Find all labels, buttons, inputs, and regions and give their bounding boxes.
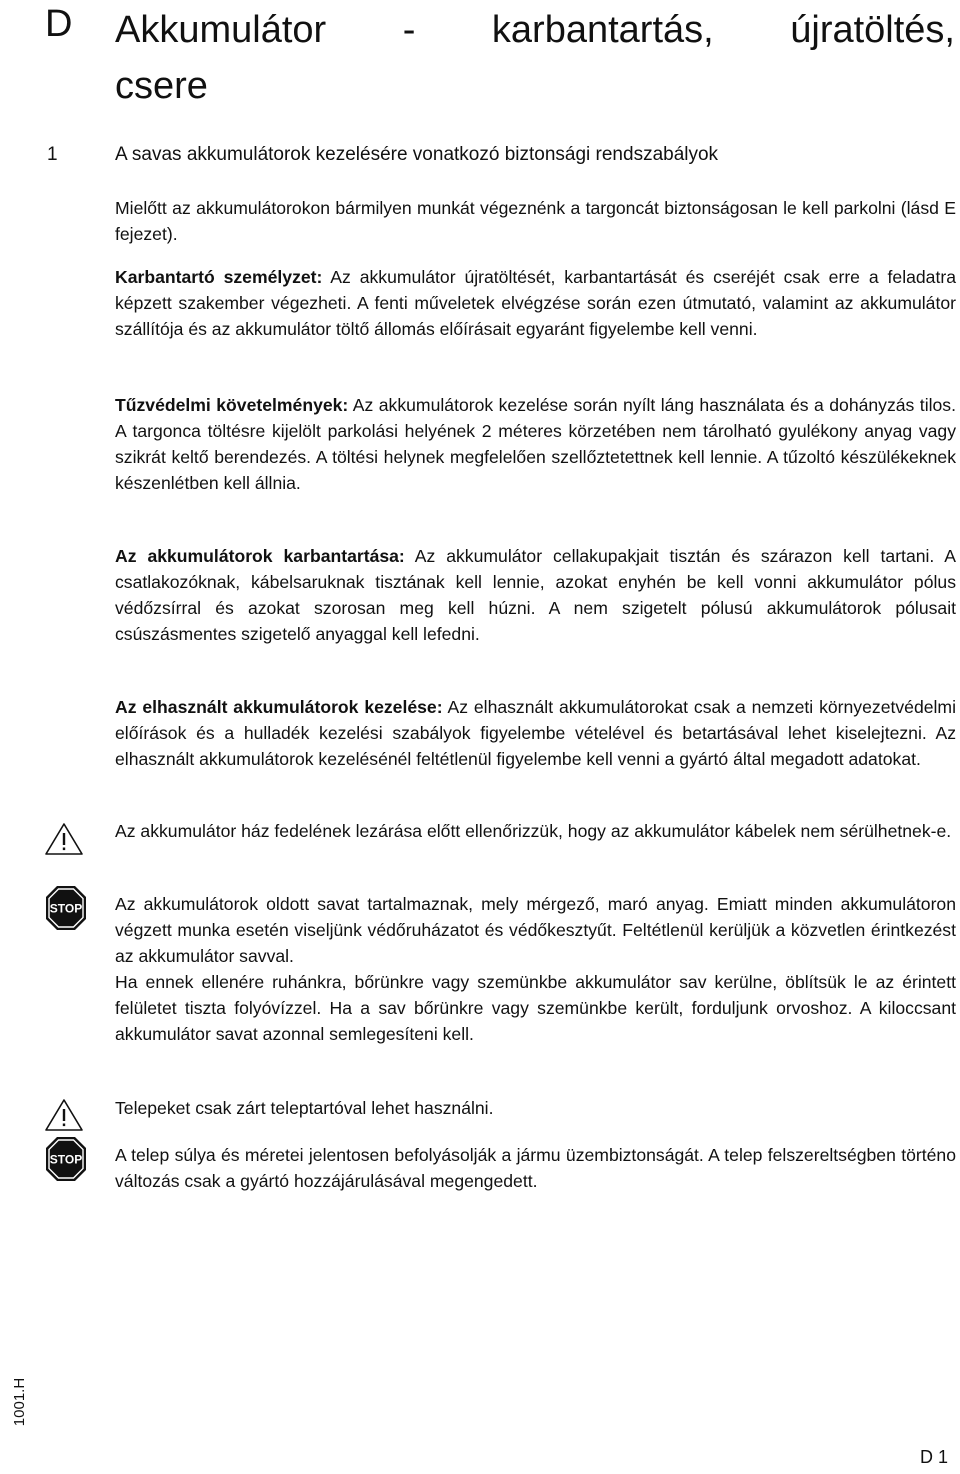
chapter-title-line2: csere <box>115 65 208 107</box>
paragraph-disposal-text: Az elhasznált akkumulátorokat csak a nemzeti környezetvédelmi előírások és a hulladék kezelési szabályok figyelembe vételével és betartásával lehet kiselejtezni. Az elhasznált akkumulátorok kezelésénél feltétlenül figyelembe kell venni a gyártó által megadott adatokat. <box>115 697 956 769</box>
paragraph-disposal <box>115 694 956 772</box>
paragraph-acid-first-aid: Ha ennek ellenére ruhánkra, bőrünkre vagy szemünkbe akkumulátor sav kerülne, öblítsük le az érintett felületet tiszta folyóvízzel. Ha a sav bőrünkre vagy szemünkbe került, forduljunk orvoshoz. A kiloccsant akkumulátor savat azonnal semlegesíteni kell. <box>115 972 956 1044</box>
chapter-title-line1: Akkumulátor - karbantartás, újratöltés, <box>115 9 955 51</box>
paragraph-fire-protection-label: Tűzvédelmi követelmények: <box>115 395 349 415</box>
stop-sign-icon <box>44 884 88 932</box>
paragraph-personnel-text: Az akkumulátor újratöltését, karbantartását és cseréjét csak erre a feladatra képzett szakember végezheti. A fenti műveletek elvégzése során ezen útmutató, valamint az akkumulátor szállítója és az akkumulátor töltő állomás előírásait egyaránt figyelembe kell venni. <box>115 267 956 339</box>
paragraph-personnel <box>115 264 956 342</box>
paragraph-fire-protection <box>115 392 956 496</box>
paragraph-acid-warning: Az akkumulátorok oldott savat tartalmaznak, mely mérgező, maró anyag. Emiatt minden akkumulátoron végzett munka esetén viseljünk védőruházatot és védőkesztyűt. Feltétlenül kerüljük a közvetlen érintkezést az akkumulátor savval. <box>115 894 956 966</box>
paragraph-maintenance-label: Az akkumulátorok karbantartása: <box>115 546 405 566</box>
paragraph-disposal-label: Az elhasznált akkumulátorok kezelése: <box>115 697 443 717</box>
warning-triangle-icon <box>44 1098 84 1132</box>
page-number: D 1 <box>920 1447 949 1467</box>
stop-sign-label: STOP <box>49 901 83 916</box>
paragraph-maintenance-text: Az akkumulátor cellakupakjait tisztán és szárazon kell tartani. A csatlakozóknak, kábelsaruknak tisztának kell lennie, azokat enyhén be kell vonni akkumulátor pólus védőzsírral és azokat szorosan meg kell húzni. A nem szigetelt pólusú akkumulátorok pólusait csúszásmentes szigetelő anyaggal kell lefedni. <box>115 546 957 644</box>
paragraph-parking: Mielőtt az akkumulátorokon bármilyen munkát végeznénk a targoncát biztonságosan le kell parkolni (lásd E fejezet). <box>115 198 956 244</box>
paragraph-battery-weight: A telep súlya és méretei jelentosen befolyásolják a jármu üzembiztonságát. A telep felszereltségben történo változás csak a gyártó hozzájárulásával megengedett. <box>115 1145 956 1191</box>
chapter-title <box>115 2 955 114</box>
paragraph-cable-warning: Az akkumulátor ház fedelének lezárása előtt ellenőrizzük, hogy az akkumulátor kábelek nem sérülhetnek-e. <box>115 821 952 841</box>
stop-sign-icon <box>44 1135 88 1183</box>
paragraph-maintenance <box>115 543 956 647</box>
warning-triangle-icon <box>44 822 84 856</box>
stop-sign-label: STOP <box>49 1152 83 1167</box>
paragraph-battery-container: Telepeket csak zárt teleptartóval lehet használni. <box>115 1098 494 1118</box>
paragraph-fire-protection-text: Az akkumulátorok kezelése során nyílt láng használata és a dohányzás tilos. A targonca töltésre kijelölt parkolási helyének 2 méteres körzetében nem tárolható gyulékony anyag vagy szikrát keltő berendezés. A töltési helynek megfelelően szellőztetettnek kell lennie. A tűzoltó készülékeknek készenlétben kell állnia. <box>115 395 956 493</box>
section-title: A savas akkumulátorok kezelésére vonatkozó biztonsági rendszabályok <box>115 144 719 165</box>
section-number: 1 <box>47 144 58 165</box>
document-code: 1001.H <box>11 1377 28 1427</box>
paragraph-personnel-label: Karbantartó személyzet: <box>115 267 323 287</box>
chapter-letter: D <box>45 3 73 45</box>
